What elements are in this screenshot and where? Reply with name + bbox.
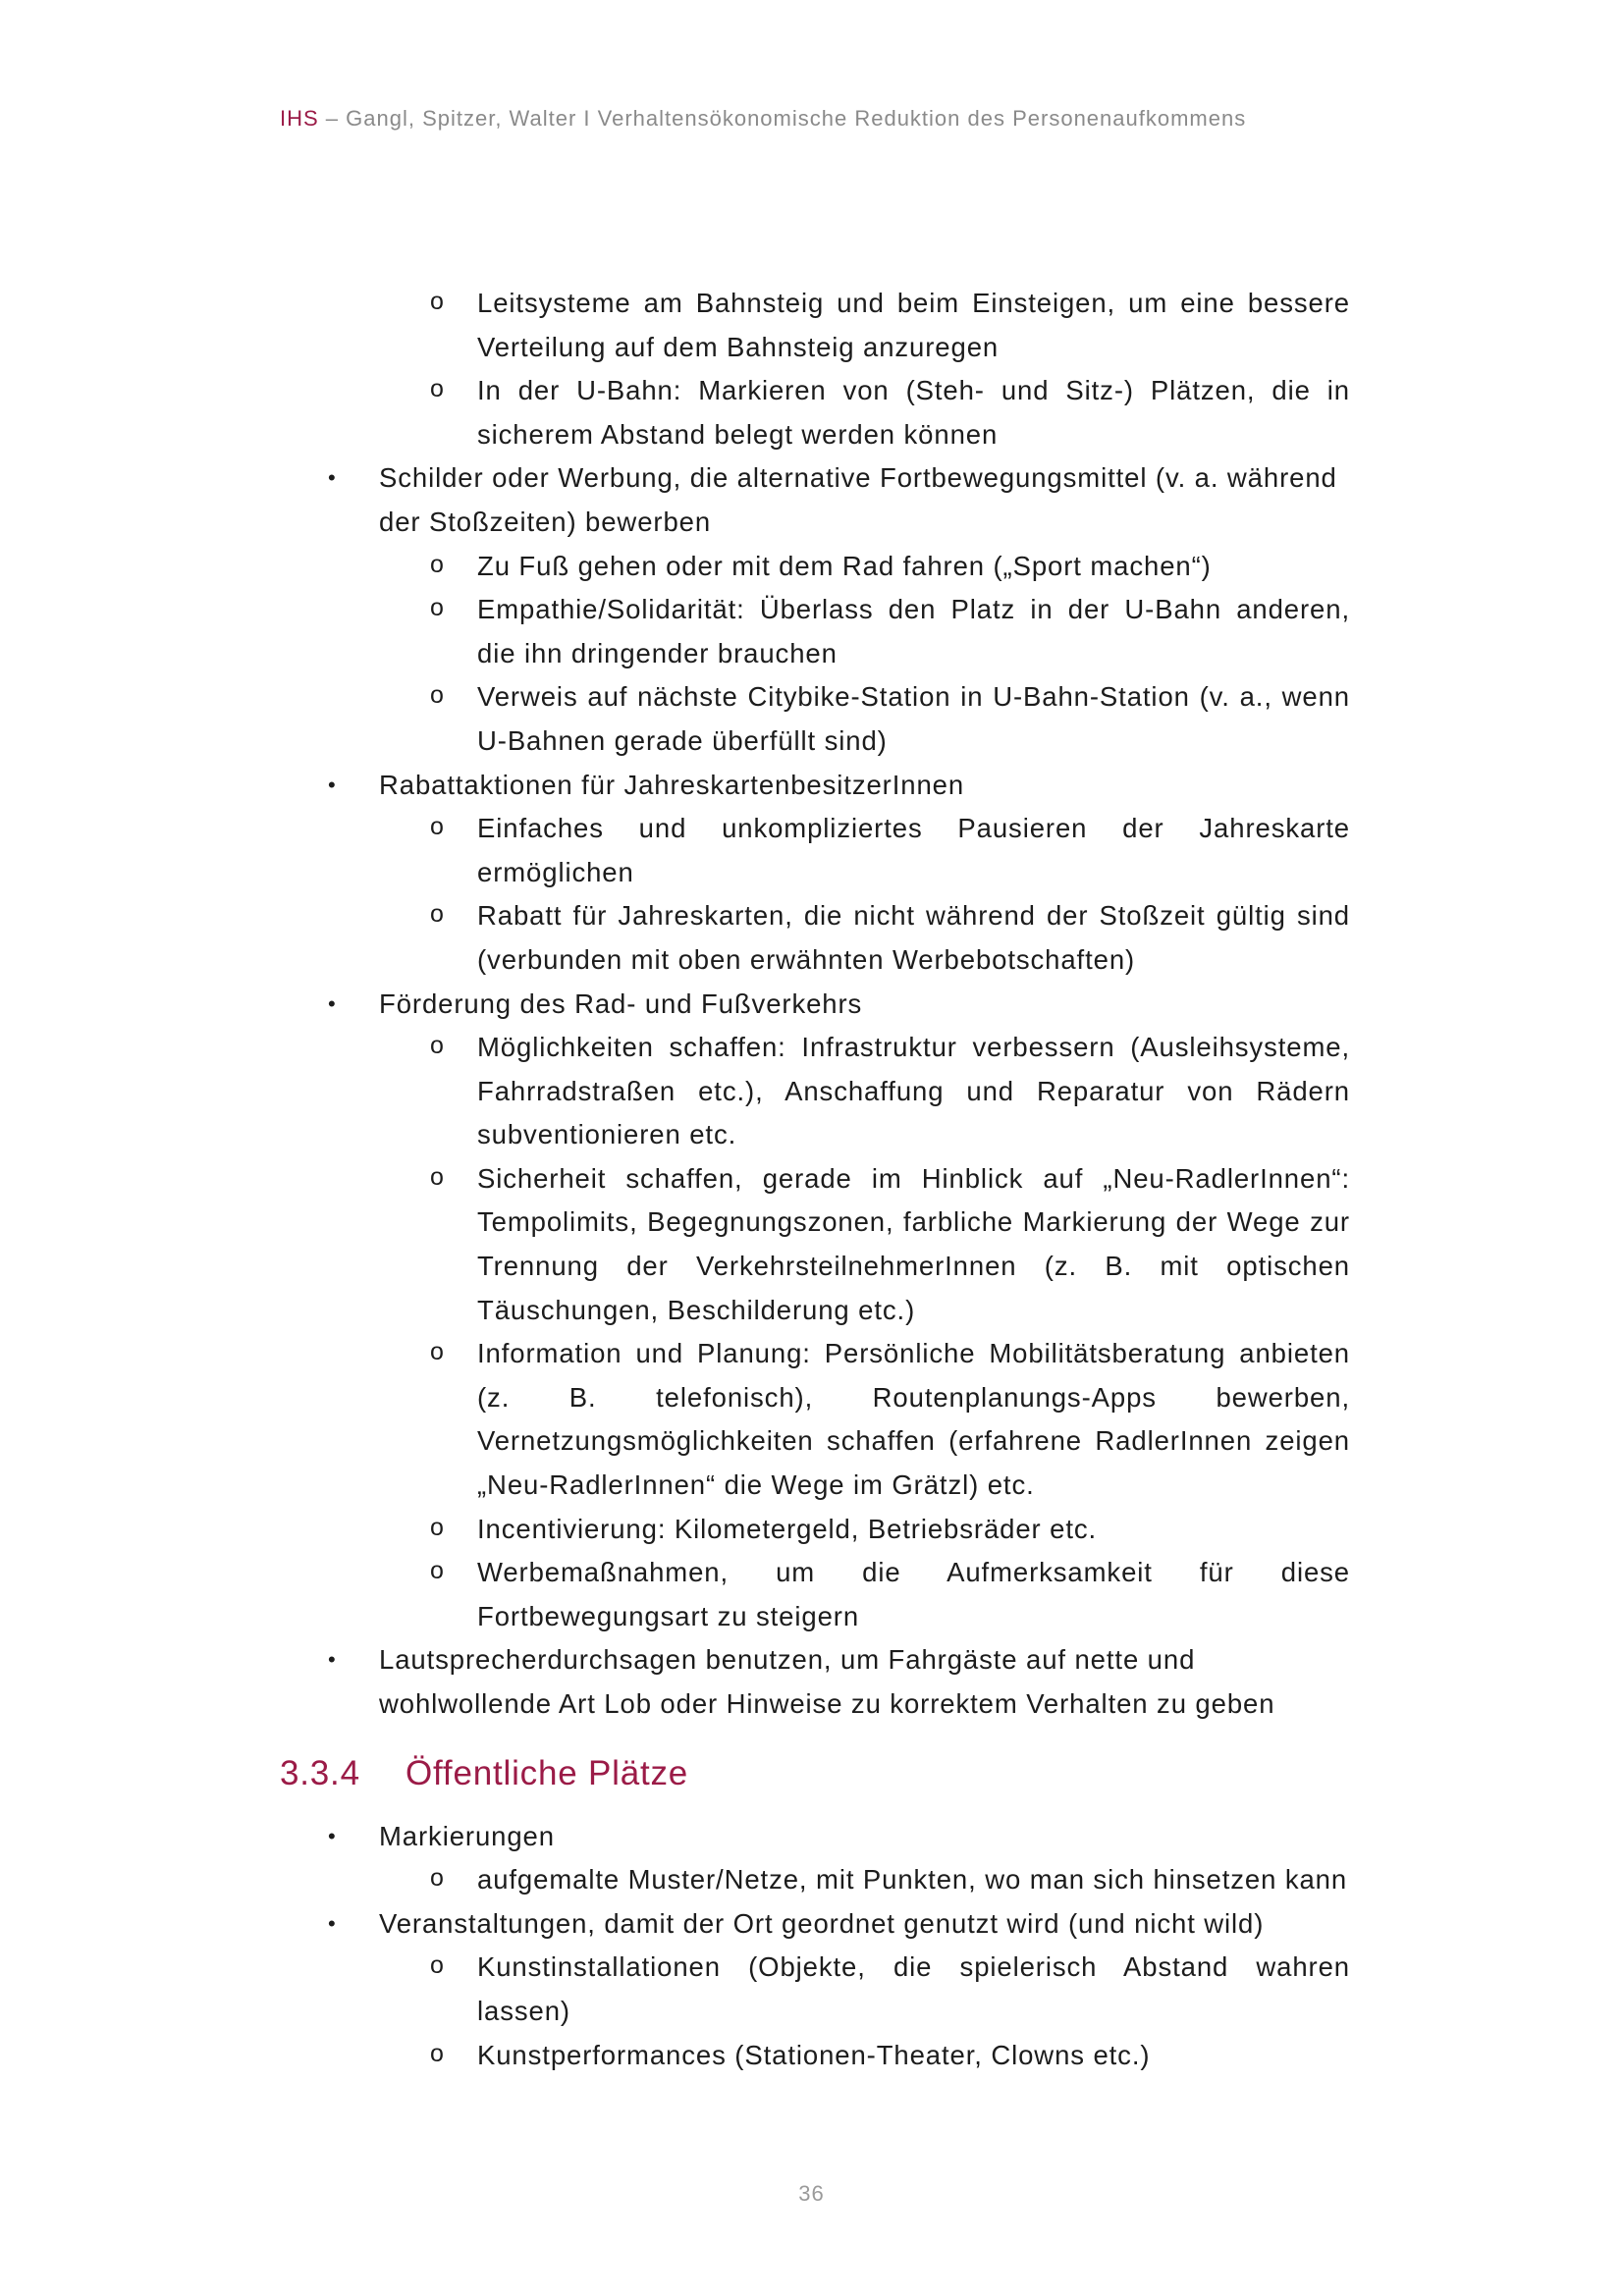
list-item-text: Einfaches und unkompliziertes Pausieren der Jahreskarte ermöglichen [477, 813, 1350, 887]
sub-bullet-item [430, 1858, 1350, 1902]
sub-bullet-item [430, 1157, 1350, 1332]
sub-bullet-item [430, 1026, 1350, 1157]
list-item-text: Sicherheit schaffen, gerade im Hinblick auf „Neu-RadlerInnen“: Tempolimits, Begegnungszonen, farbliche Markierung der Wege zur Trennung der VerkehrsteilnehmerInnen (z. B. mit optischen Täuschungen, Beschilderung etc.) [477, 1162, 1350, 1325]
sub-bullet-item [430, 1508, 1350, 1552]
bullet-item [324, 1902, 1350, 1947]
document-body [280, 282, 1350, 2077]
list-item-text: In der U-Bahn: Markieren von (Steh- und Sitz-) Plätzen, die in sicherem Abstand belegt werden können [477, 375, 1350, 450]
section-number: 3.3.4 [280, 1753, 360, 1792]
sub-bullet-marker: o [430, 1513, 445, 1541]
section-title: Öffentliche Plätze [406, 1753, 689, 1792]
sub-bullet-marker: o [430, 1338, 445, 1366]
bullet-item [324, 1815, 1350, 1859]
bullet-item [324, 456, 1350, 544]
sub-bullet-marker: o [430, 2039, 445, 2067]
list-item-text: Kunstperformances (Stationen-Theater, Clowns etc.) [477, 2039, 1151, 2070]
bullet-item [324, 983, 1350, 1027]
sub-bullet-item [430, 894, 1350, 982]
bullet-list-public-places [324, 1815, 1350, 2078]
bullet-marker: • [328, 772, 337, 797]
sub-bullet-marker: o [430, 681, 445, 710]
running-header [280, 106, 1246, 132]
sub-bullet-marker: o [430, 813, 445, 841]
sub-bullet-marker: o [430, 900, 445, 929]
list-item-text: Verweis auf nächste Citybike-Station in U-Bahn-Station (v. a., wenn U-Bahnen gerade überfüllt sind) [477, 681, 1350, 756]
sub-bullet-marker: o [430, 1557, 445, 1585]
list-item-text: Incentivierung: Kilometergeld, Betriebsräder etc. [477, 1513, 1098, 1544]
header-brand: IHS [280, 106, 319, 131]
sub-bullet-item [430, 282, 1350, 369]
list-item-text: Rabatt für Jahreskarten, die nicht während der Stoßzeit gültig sind (verbunden mit oben erwähnten Werbebotschaften) [477, 900, 1350, 975]
list-item-text: Leitsysteme am Bahnsteig und beim Einsteigen, um eine bessere Verteilung auf dem Bahnsteig anzuregen [477, 288, 1350, 362]
list-item-text: Lautsprecherdurchsagen benutzen, um Fahrgäste auf nette und wohlwollende Art Lob oder Hinweise zu korrektem Verhalten zu geben [379, 1644, 1275, 1719]
bullet-item [324, 1638, 1350, 1726]
list-item-text: Rabattaktionen für JahreskartenbesitzerInnen [379, 769, 965, 800]
bullet-marker: • [328, 1910, 337, 1936]
sub-bullet-marker: o [430, 1032, 445, 1060]
list-item-text: Markierungen [379, 1820, 555, 1851]
list-item-text: Möglichkeiten schaffen: Infrastruktur verbessern (Ausleihsysteme, Fahrradstraßen etc.), Anschaffung und Reparatur von Rädern subventionieren etc. [477, 1032, 1350, 1150]
sub-bullet-item [430, 675, 1350, 763]
sub-bullet-marker: o [430, 1162, 445, 1191]
sub-bullet-marker: o [430, 375, 445, 403]
sub-bullet-marker: o [430, 1864, 445, 1893]
list-item-text: aufgemalte Muster/Netze, mit Punkten, wo man sich hinsetzen kann [477, 1864, 1348, 1896]
bullet-marker: • [328, 1647, 337, 1673]
list-item-text: Zu Fuß gehen oder mit dem Rad fahren („Sport machen“) [477, 550, 1212, 581]
sub-bullet-item [430, 545, 1350, 589]
sub-bullet-marker: o [430, 1951, 445, 1980]
sub-bullet-item [430, 1551, 1350, 1638]
sub-bullet-marker: o [430, 594, 445, 622]
list-item-text: Werbemaßnahmen, um die Aufmerksamkeit für diese Fortbewegungsart zu steigern [477, 1557, 1350, 1631]
sub-bullet-item [430, 1946, 1350, 2033]
sub-bullet-item [430, 1332, 1350, 1507]
page-number: 36 [798, 2181, 825, 2206]
sub-bullet-item [430, 807, 1350, 894]
sub-bullet-marker: o [430, 550, 445, 578]
sub-bullet-item [430, 369, 1350, 456]
list-item-text: Schilder oder Werbung, die alternative Fortbewegungsmittel (v. a. während der Stoßzeiten) bewerben [379, 462, 1337, 537]
list-item-text: Information und Planung: Persönliche Mobilitätsberatung anbieten (z. B. telefonisch), Routenplanungs-Apps bewerben, Vernetzungsmöglichkeiten schaffen (erfahrene RadlerInnen zeigen „Neu-RadlerInnen“ die Wege im Grätzl) etc. [477, 1338, 1350, 1501]
sub-bullet-marker: o [430, 288, 445, 315]
list-item-text: Empathie/Solidarität: Überlass den Platz in der U-Bahn anderen, die ihn dringender brauchen [477, 594, 1350, 668]
list-item-text: Veranstaltungen, damit der Ort geordnet genutzt wird (und nicht wild) [379, 1907, 1265, 1939]
bullet-list-transport [324, 282, 1350, 1727]
sub-bullet-item [430, 588, 1350, 675]
list-item-text: Förderung des Rad- und Fußverkehrs [379, 988, 863, 1019]
sub-bullet-item [430, 2034, 1350, 2078]
list-item-text: Kunstinstallationen (Objekte, die spielerisch Abstand wahren lassen) [477, 1951, 1350, 2026]
bullet-marker: • [328, 465, 337, 491]
bullet-marker: • [328, 1823, 337, 1848]
bullet-item [324, 764, 1350, 808]
section-heading [280, 1752, 1350, 1795]
bullet-marker: • [328, 990, 337, 1016]
header-title: – Gangl, Spitzer, Walter I Verhaltensökonomische Reduktion des Personenaufkommens [318, 106, 1247, 131]
